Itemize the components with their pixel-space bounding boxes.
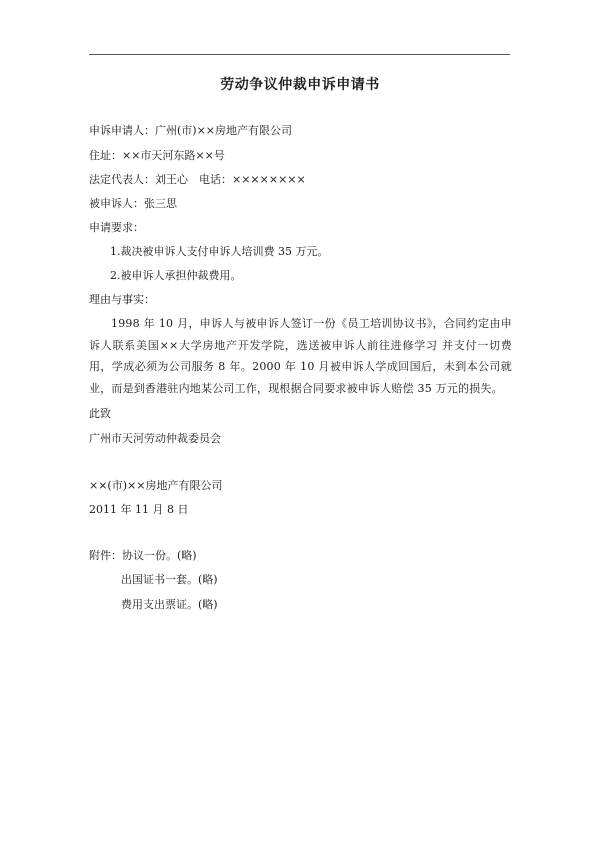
closing-line: 此致 [89, 407, 111, 420]
request-item: 1.裁决被申诉人支付申诉人培训费 35 万元。 [110, 245, 329, 258]
applicant-line: 申诉申请人：广州(市)××房地产有限公司 [89, 124, 293, 137]
attachment-item: 附件：协议一份。(略) [89, 549, 197, 562]
facts-paragraph: 1998 年 10 月，申诉人与被申诉人签订一份《员工培训协议书》，合同约定由申诉人联系美国××大学房地产开发学院，选送被申诉人前往进修学习 并支付一切费用，学成必须为公司服务 8 年。2000 年 10 月被申诉人学成回国后，未到本公司就业，而是到香港驻内地某公司工作，现根据合同要求被申诉人赔偿 35 万元的损失。 [89, 317, 512, 395]
signature-line: ××(市)××房地产有限公司 [89, 479, 223, 492]
respondent-line: 被申诉人：张三思 [89, 197, 177, 210]
facts-heading: 理由与事实： [89, 293, 155, 306]
attachment-item: 出国证书一套。(略) [121, 573, 218, 586]
header-rule [89, 54, 510, 55]
addressee-line: 广州市天河劳动仲裁委员会 [89, 432, 221, 445]
document-title: 劳动争议仲裁申诉申请书 [220, 77, 380, 93]
legal-representative-line: 法定代表人：刘王心 电话：×××××××× [89, 173, 306, 186]
request-item: 2.被申诉人承担仲裁费用。 [110, 269, 242, 282]
date-line: 2011 年 11 月 8 日 [89, 503, 189, 516]
requests-heading: 申请要求： [89, 221, 144, 234]
attachment-item: 费用支出票证。(略) [121, 598, 218, 611]
address-line: 住址：××市天河东路××号 [89, 149, 225, 162]
